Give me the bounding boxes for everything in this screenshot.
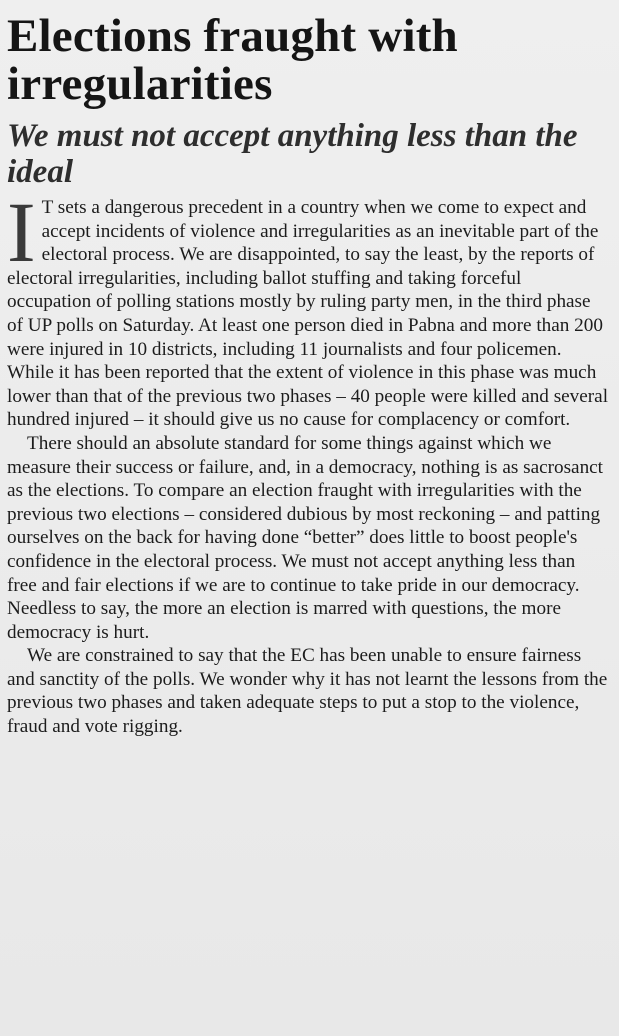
headline: Elections fraught with irregularities <box>7 10 458 110</box>
paragraph-3: We are constrained to say that the EC has been unable to ensure fairness and sanctity of the polls. We wonder why it has not learnt the lessons from the previous two phases and taken adequate steps to put a stop to the violence, fraud and vote rigging. <box>7 645 608 738</box>
paragraph-1 <box>7 184 609 432</box>
paragraph-1-text: T sets a dangerous precedent in a country when we come to expect and accept incidents of violence and irregularities as an inevitable part of the electoral process. We are disappointed, to say the least, by the reports of electoral irregularities, including ballot stuffing and taking forceful occupation of polling stations mostly by ruling party men, in the third phase of UP polls on Saturday. At least one person died in Pabna and more than 200 were injured in 10 districts, including 11 journalists and four policemen. While it has been reported that the extent of violence in this phase was much lower than that of the previous two phases – 40 people were killed and several hundred injured – it should give us no cause for complacency or comfort. <box>7 197 609 431</box>
subheadline: We must not accept anything less than the ideal <box>7 118 578 190</box>
drop-cap: I <box>7 184 36 280</box>
paragraph-2: There should an absolute standard for some things against which we measure their success or failure, and, in a democracy, nothing is as sacrosanct as the elections. To compare an election fraught with irregularities with the previous two elections – considered dubious by most reckoning – and patting ourselves on the back for having done “better” does little to boost people's confidence in the electoral process. We must not accept anything less than free and fair elections if we are to continue to take pride in our democracy. Needless to say, the more an election is marred with questions, the more democracy is hurt. <box>7 432 604 643</box>
article-body <box>7 184 609 739</box>
